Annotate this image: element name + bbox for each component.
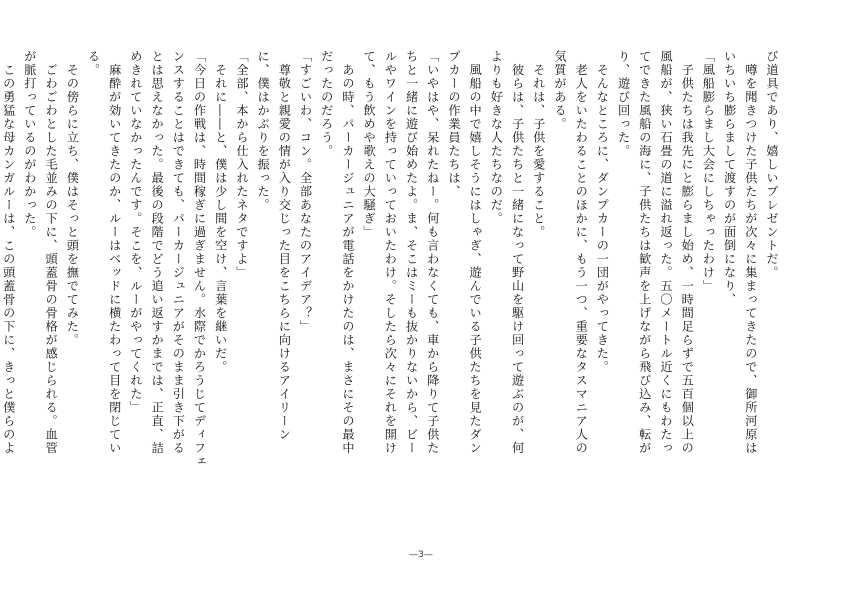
text-line: いちいち膨らまして渡すのが面倒になり、 [722,50,737,307]
text-line: 「風船膨らまし大会にしちゃったわけ」 [701,50,716,293]
text-line: び道具であり、嬉しいプレゼントだ。 [765,50,779,280]
text-line: 彼らは、子供たちと一緒になって野山を駆け回って遊ぶのが、何 [510,50,525,455]
text-line: ごわごわとした毛並みの下に、頭蓋骨の骨格が感じられる。血管 [44,50,59,455]
text-line: めきれていなかったんです。そこを、ルーがやってくれた」 [128,50,143,415]
text-line: て、もう飲めや歌えの大騒ぎ」 [362,50,377,239]
text-line: る。 [86,50,101,77]
text-line: ちと一緒に遊び始めたよ。ま、そこはミーも抜かりないから、ビー [404,50,419,455]
text-line: 尊敬と親愛の情が入り交じった目をこちらに向けるアイリーン [277,50,292,442]
text-line: それは、子供を愛すること。 [531,50,546,239]
text-line: 「すごいわ、コン。全部あなたのアイデア？」 [298,50,313,334]
text-line: とは思えなかった。最後の段階でどう追い返すかまでは、正直、詰 [150,50,165,455]
text-line: それに――と、僕は少し間を空け、言葉を継いだ。 [213,50,228,374]
text-line: てできた風船の海に、子供たちは歓声を上げながら飛び込み、転が [637,50,652,455]
text-line: ンスすることはできても、パーカージュニアがそのまま引き下がる [171,50,186,455]
text-line: 噂を聞きつけた子供たちが次々に集まってきたので、御所河原は [743,50,758,455]
text-line: よりも好きな人たちなのだ。 [489,50,504,226]
text-line: ルやワインを持っていっておいたわけ。そしたら次々にそれを開け [383,50,398,455]
text-line: 風船の中で嬉しそうにはしゃぎ、遊んでいる子供たちを見たダン [468,50,483,455]
text-line: 「今日の作戦は、時間稼ぎに過ぎません。水際でかろうじてディフェ [192,50,207,469]
text-line: この勇猛な母カンガルーは、この頭蓋骨の下に、きっと僕らのよ [1,50,16,455]
text-line: 「全部、本から仕入れたネタですよ」 [234,50,249,280]
body-text [1,50,782,540]
text-line: そんなところに、ダンプカーの一団がやってきた。 [595,50,610,374]
text-line: 「いやはや、呆れたねー。何も言わなくても、車から降りて子供た [425,50,440,455]
text-line: プカーの作業員たちは、 [446,50,461,199]
text-line: 麻酔が効いてきたのか、ルーはベッドに横たわって目を閉じてい [107,50,122,455]
text-line: 子供たちは我先にと膨らまし始め、一時間足らずで五百個以上の [680,50,695,455]
text-line: あの時、パーカージュニアが電話をかけたのは、まさにその最中 [340,50,355,455]
text-line: に、僕はかぶりを振った。 [256,50,271,212]
text-line: 風船が、狭い石畳の道に溢れ返った。五〇メートル近くにもわたっ [658,50,673,455]
text-line: その傍らに立ち、僕はそっと頭を撫でてみた。 [65,50,80,347]
text-line: だったのだろう。 [319,50,334,158]
text-line: 気質がある。 [552,50,567,131]
page-number: —3— [409,550,433,560]
text-line: が脈打っているのがわかった。 [22,50,37,239]
text-line: 老人をいたわることのほかに、もう一つ、重要なタスマニア人の [574,50,589,455]
text-line: り、遊び回った。 [616,50,631,158]
